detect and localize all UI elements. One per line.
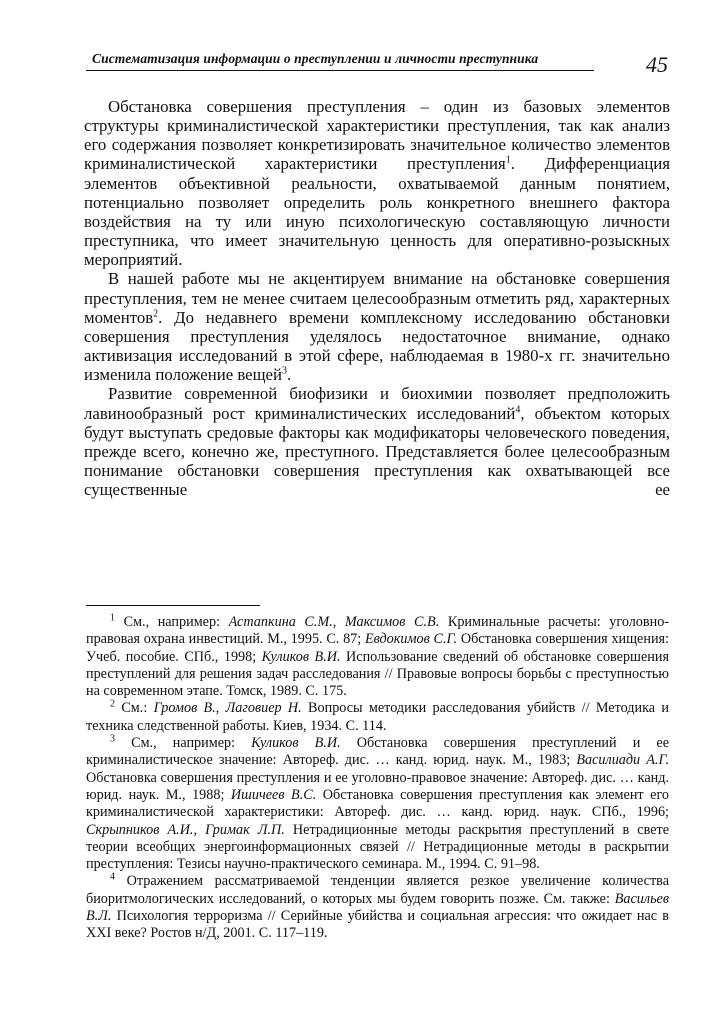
- footnotes: [86, 614, 669, 943]
- footnote-author: Василиади А.Г.: [576, 752, 670, 769]
- footnote-mark: 3: [110, 733, 115, 745]
- paragraph-text: .: [286, 365, 292, 385]
- paragraph-3: [84, 384, 670, 499]
- paragraph-text: . До недавнего времени комплексному исследованию обстановки совершения преступления уделялось недостаточное внимание, однако активизация исследований в этой сфере, наблюдаемая в 1980-х гг. значительно изменила положение вещей: [84, 307, 670, 385]
- footnote-text: Психология терроризма // Серийные убийства и социальная агрессия: что ожидает нас в XXI веке? Ростов н/Д, 2001. С. 117–119.: [86, 908, 669, 942]
- footnote-text: Обстановка совершения преступления как элемент его криминалистической характеристики: Автореф. дис. … канд. юрид. наук. СПб., 1996;: [86, 786, 669, 821]
- footnote-2: [86, 700, 669, 735]
- footnote-mark: 2: [110, 698, 115, 710]
- footnote-3: [86, 735, 669, 873]
- running-header: [86, 48, 668, 88]
- paragraph-text: , объектом которых будут выступать средовые факторы как модификаторы человеческого поведения, прежде всего, конечно же, преступного. Представляется более целесообразным понимание обстановки совершения преступления как охватывающей все существенные ее: [84, 403, 670, 500]
- footnote-text: Нетрадиционные методы раскрытия преступлений в свете теории всеобщих энергоинформационных связей // Нетрадиционные методы в раскрытии преступления: Тезисы научно-практического семинара. М., 1994. С. 91–98.: [86, 821, 669, 873]
- footnote-author: Куликов В.И.: [251, 735, 341, 752]
- footnote-ref: 4: [515, 403, 521, 415]
- footnote-author: Астапкина С.М., Максимов С.В.: [228, 614, 440, 630]
- footnote-text: Криминальные расчеты: уголовно-правовая охрана инвестиций. М., 1995. С. 87;: [86, 614, 670, 648]
- footnote-author: Евдокимов С.Г.: [364, 631, 458, 648]
- footnote-mark: 1: [110, 612, 115, 624]
- footnote-text: Вопросы методики расследования убийств // Методика и техника следственной работы. Киев, 1934. С. 114.: [86, 700, 669, 734]
- footnote-author: Скрыпников А.И., Гримак Л.П.: [86, 821, 285, 838]
- footnote-text: Использование сведений об обстановке совершения преступлений для решения задач расследования // Правовые вопросы борьбы с преступностью на современном этапе. Томск, 1989. С. 175.: [86, 648, 669, 700]
- footnote-text: Обстановка совершения хищения: Учеб. пособие. СПб., 1998;: [86, 631, 670, 665]
- footnote-text: Обстановка совершения преступлений и ее криминалистическое значение: Автореф. дис. … канд. юрид. наук. М., 1983;: [86, 735, 670, 769]
- footnote-text: См.:: [115, 700, 154, 717]
- paragraph-text: Развитие современной биофизики и биохимии позволяет предположить лавинообразный рост криминалистических исследований: [84, 384, 670, 423]
- footnote-ref: 2: [153, 308, 159, 320]
- running-title: Систематизация информации о преступлении и личности преступника: [92, 51, 539, 66]
- paragraph-text: В нашей работе мы не акцентируем внимание на обстановке совершения преступления, тем не менее считаем целесообразным отметить ряд, характерных моментов: [84, 269, 670, 327]
- footnote-author: Васильев В.Л.: [86, 890, 669, 925]
- footnote-author: Ишичеев В.С.: [230, 786, 317, 803]
- footnote-text: Обстановка совершения преступления и ее уголовно-правовое значение: Автореф. дис. … канд. юрид. наук. М., 1988;: [86, 769, 669, 803]
- footnote-1: [86, 614, 669, 700]
- footnote-mark: 4: [110, 871, 115, 883]
- paragraph-2: [84, 269, 670, 384]
- footnote-author: Громов В., Лаговиер Н.: [153, 700, 302, 717]
- footnote-ref: 1: [505, 154, 511, 166]
- footnote-separator: [86, 605, 260, 606]
- footnote-ref: 3: [281, 365, 287, 377]
- paragraph-text: Обстановка совершения преступления – один из базовых элементов структуры криминалистической характеристики преступления, так как анализ его содержания позволяет конкретизировать значительное количество элементов криминалистической характеристики преступления: [84, 97, 670, 174]
- paragraph-1: [84, 97, 670, 269]
- footnote-text: Отражением рассматриваемой тенденции является резкое увеличение количества биоритмологических исследований, о которых мы будем говорить позже. См. также:: [86, 873, 669, 907]
- footnote-text: См., например:: [115, 735, 252, 752]
- footnote-4: [86, 873, 669, 942]
- main-text: [84, 97, 670, 499]
- paragraph-text: . Дифференциация элементов объективной реальности, охватываемой данным понятием, потенциально позволяет определить роль конкретного внешнего фактора воздействия на ту или иную психологическую составляющую личности преступника, что имеет значительную ценность для оперативно-розыскных мероприятий.: [84, 154, 671, 270]
- page-number: 45: [646, 52, 668, 77]
- footnote-text: См., например:: [115, 614, 229, 630]
- header-rule: [86, 70, 594, 71]
- footnote-author: Куликов В.И.: [261, 648, 341, 665]
